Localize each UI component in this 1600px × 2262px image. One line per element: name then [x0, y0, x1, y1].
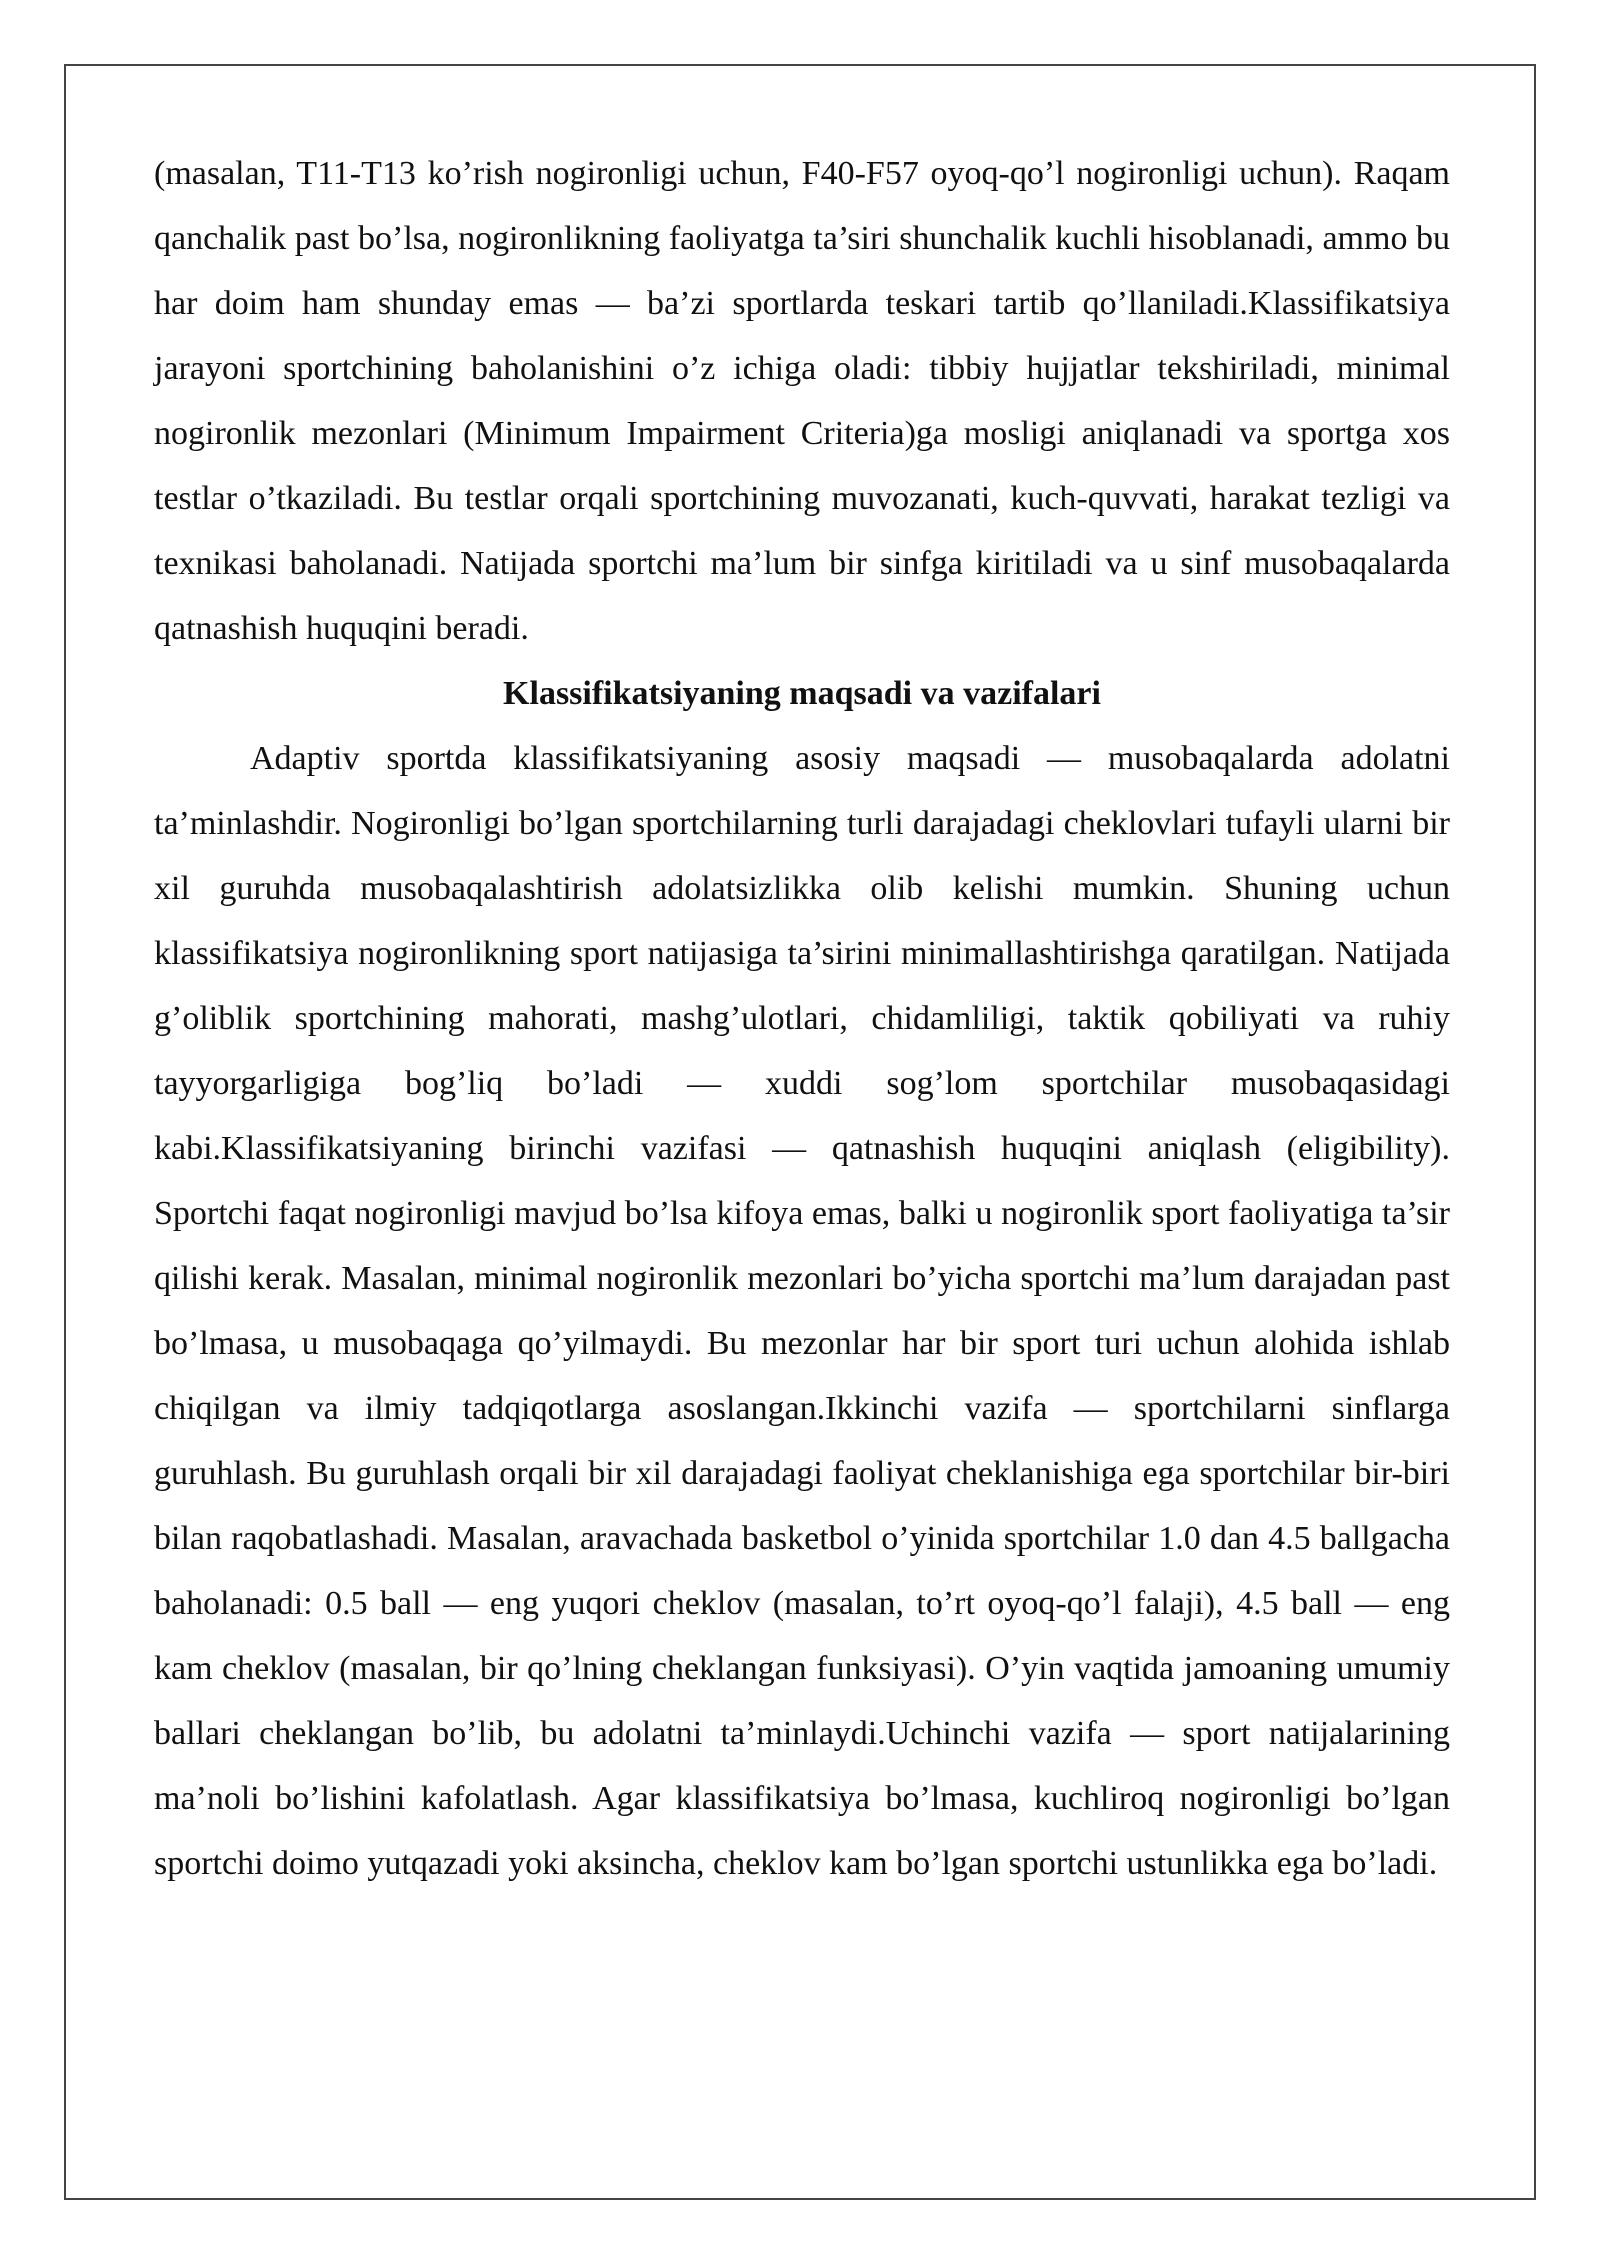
document-body — [154, 141, 1450, 1896]
body-paragraph: Adaptiv sportda klassifikatsiyaning asosiy maqsadi — musobaqalarda adolatni ta’minlashdir. Nogironligi bo’lgan sportchilarning turli darajadagi cheklovlari tufayli ularni bir xil guruhda musobaqalashtirish adolatsizlikka olib kelishi mumkin. Shuning uchun klassifikatsiya nogironlikning sport natijasiga ta’sirini minimallashtirishga qaratilgan. Natijada g’oliblik sportchining mahorati, mashg’ulotlari, chidamliligi, taktik qobiliyati va ruhiy tayyorgarligiga bog’liq bo’ladi — xuddi sog’lom sportchilar musobaqasidagi kabi.Klassifikatsiyaning birinchi vazifasi — qatnashish huquqini aniqlash (eligibility). Sportchi faqat nogironligi mavjud bo’lsa kifoya emas, balki u nogironlik sport faoliyatiga ta’sir qilishi kerak. Masalan, minimal nogironlik mezonlari bo’yicha sportchi ma’lum darajadan past bo’lmasa, u musobaqaga qo’yilmaydi. Bu mezonlar har bir sport turi uchun alohida ishlab chiqilgan va ilmiy tadqiqotlarga asoslangan.Ikkinchi vazifa — sportchilarni sinflarga guruhlash. Bu guruhlash orqali bir xil darajadagi faoliyat cheklanishiga ega sportchilar bir-biri bilan raqobatlashadi. Masalan, aravachada basketbol o’yinida sportchilar 1.0 dan 4.5 ballgacha baholanadi: 0.5 ball — eng yuqori cheklov (masalan, to’rt oyoq-qo’l falaji), 4.5 ball — eng kam cheklov (masalan, bir qo’lning cheklangan funksiyasi). O’yin vaqtida jamoaning umumiy ballari cheklangan bo’lib, bu adolatni ta’minlaydi.Uchinchi vazifa — sport natijalarining ma’noli bo’lishini kafolatlash. Agar klassifikatsiya bo’lmasa, kuchliroq nogironligi bo’lgan sportchi doimo yutqazadi yoki aksincha, cheklov kam bo’lgan sportchi ustunlikka ega bo’ladi. — [154, 740, 1450, 1882]
body-paragraph: (masalan, T11-T13 ko’rish nogironligi uchun, F40-F57 oyoq-qo’l nogironligi uchun). Raqam qanchalik past bo’lsa, nogironlikning faoliyatga ta’siri shunchalik kuchli hisoblanadi, ammo bu har doim ham shunday emas — ba’zi sportlarda teskari tartib qo’llaniladi.Klassifikatsiya jarayoni sportchining baholanishini o’z ichiga oladi: tibbiy hujjatlar tekshiriladi, minimal nogironlik mezonlari (Minimum Impairment Criteria)ga mosligi aniqlanadi va sportga xos testlar o’tkaziladi. Bu testlar orqali sportchining muvozanati, kuch-quvvati, harakat tezligi va texnikasi baholanadi. Natijada sportchi ma’lum bir sinfga kiritiladi va u sinf musobaqalarda qatnashish huquqini beradi. — [154, 155, 1450, 647]
section-heading: Klassifikatsiyaning maqsadi va vazifalari — [503, 675, 1101, 712]
